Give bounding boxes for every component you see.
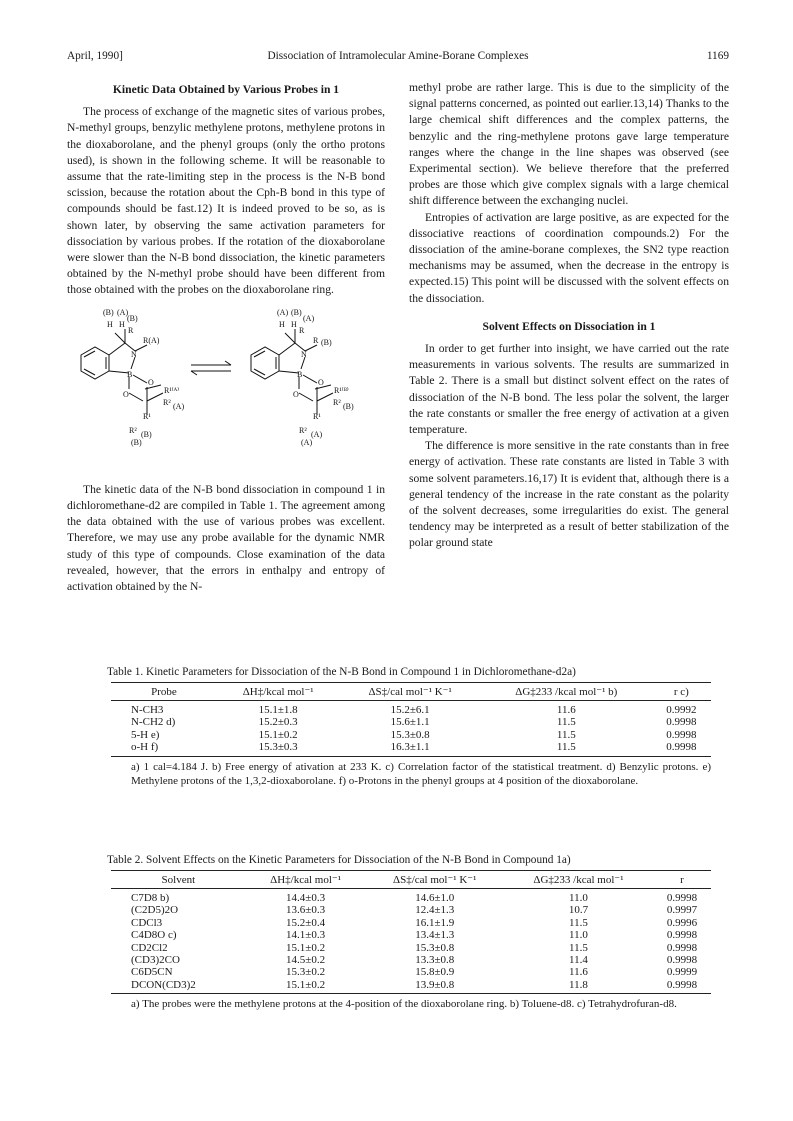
paragraph: The kinetic data of the N-B bond dissociation in compound 1 in dichloromethane-d2 are compiled in Table 1. The agreement among the data obtained with the use of various probes was excellent. Therefore, we may use any probe available for the dynamic NMR study of this type of compounds. Close examination of the data revealed, however, that the errors in enthalpy and entropy of activation obtained by the N- xyxy=(67,482,385,594)
svg-text:R(A): R(A) xyxy=(143,335,160,345)
cell: 15.6±1.1 xyxy=(390,716,430,729)
left-labels xyxy=(103,308,184,447)
cell: C6D5CN xyxy=(131,966,173,979)
right-labels xyxy=(277,308,354,447)
svg-text:(B): (B) xyxy=(141,429,152,439)
cell: 11.5 xyxy=(481,741,652,756)
cell: 14.1±0.3 xyxy=(286,929,326,942)
svg-text:B: B xyxy=(297,369,303,379)
svg-text:R¹: R¹ xyxy=(143,411,151,421)
svg-text:(A): (A) xyxy=(173,401,185,411)
table-1 xyxy=(107,666,711,788)
table-1-footnote: a) 1 cal=4.184 J. b) Free energy of ativation at 233 K. c) Correlation factor of the statistical treatment. d) Benzylic protons. e) Methylene protons of the 1,3,2-dioxaborolane. f) o-Protons in the phenyl groups at 4 position of the dioxaborolane. xyxy=(131,760,711,787)
table-row xyxy=(111,979,711,994)
page-number: 1169 xyxy=(706,50,729,62)
header-date: April, 1990] xyxy=(67,50,123,62)
svg-text:R¹⁽ᴬ⁾: R¹⁽ᴬ⁾ xyxy=(164,385,180,395)
cell: 16.3±1.1 xyxy=(339,741,481,756)
cell: 11.5 xyxy=(569,916,588,929)
paragraph: The process of exchange of the magnetic sites of various probes, N-methyl groups, benzylic methylene protons, methylene protons in the dioxaborolane, and the phenyl groups (only the ortho protons used), is shown in the following scheme. It will be reasonable to assume that the rate-limiting step in the process is the N-B bond scission, because the rotation about the Cph-B bond in this type of compounds should be fast.12) It is indeed proved to be so, as is shown later, by observing the same activation parameters for dissociation by various probes. If the rotation of the dioxaborolane were slower than the N-B bond dissociation, the kinetic parameters obtained by the N-methyl probe should have been different from those obtained with the probes on the dioxaborolane ring. xyxy=(67,105,385,297)
cell: 0.9998 xyxy=(666,954,698,967)
svg-text:(A): (A) xyxy=(303,313,315,323)
col-header: ΔG‡233 /kcal mol⁻¹ b) xyxy=(481,683,652,701)
table-row xyxy=(111,716,711,728)
svg-text:(A): (A) xyxy=(277,307,289,317)
table-row xyxy=(111,942,711,954)
table-row xyxy=(111,701,711,717)
table-header-row xyxy=(111,871,711,889)
cell: 11.6 xyxy=(556,704,576,716)
svg-text:(B): (B) xyxy=(131,437,142,447)
cell: 0.9999 xyxy=(666,966,698,979)
cell: CD2Cl2 xyxy=(131,941,168,954)
svg-text:R²: R² xyxy=(163,397,171,407)
running-header xyxy=(67,50,729,68)
svg-text:R: R xyxy=(313,335,319,345)
cell: CDCl3 xyxy=(131,916,163,929)
cell: 13.9±0.8 xyxy=(365,979,504,994)
cell: (CD3)2CO xyxy=(131,954,180,967)
col-header: Solvent xyxy=(111,871,246,889)
svg-text:(A): (A) xyxy=(301,437,313,447)
svg-text:(A): (A) xyxy=(117,307,129,317)
cell: 11.6 xyxy=(569,966,588,979)
cell: 15.1±0.2 xyxy=(246,979,366,994)
cell: 10.7 xyxy=(568,904,589,917)
cell: 15.2±6.1 xyxy=(390,704,430,716)
table-header-row xyxy=(111,683,711,701)
equilibrium-arrows xyxy=(191,361,231,375)
cell: 0.9992 xyxy=(666,704,697,716)
cell: 15.3±0.2 xyxy=(286,966,326,979)
svg-text:(B): (B) xyxy=(343,401,354,411)
svg-text:R²: R² xyxy=(333,397,341,407)
cell: 5-H e) xyxy=(131,728,160,741)
table-1-caption: Table 1. Kinetic Parameters for Dissociation of the N-B Bond in Compound 1 in Dichloromethane-d2a) xyxy=(107,666,576,678)
cell: 0.9998 xyxy=(653,979,711,994)
cell: 16.1±1.9 xyxy=(415,916,455,929)
col-header: ΔS‡/cal mol⁻¹ K⁻¹ xyxy=(339,683,481,701)
table-row xyxy=(111,966,711,978)
table-row xyxy=(111,954,711,966)
svg-text:O: O xyxy=(293,389,299,399)
svg-text:O: O xyxy=(123,389,129,399)
table-row xyxy=(111,929,711,941)
table-row xyxy=(111,729,711,741)
cell: o-H f) xyxy=(111,741,217,756)
section-title-kinetic: Kinetic Data Obtained by Various Probes in 1 xyxy=(112,83,340,96)
cell: 11.5 xyxy=(569,941,588,954)
svg-text:H: H xyxy=(291,319,297,329)
svg-text:R¹: R¹ xyxy=(313,411,321,421)
right-column xyxy=(409,80,729,552)
svg-text:(B): (B) xyxy=(291,307,302,317)
cell: 0.9998 xyxy=(666,941,698,954)
col-header: ΔH‡/kcal mol⁻¹ xyxy=(246,871,366,889)
cell: N-CH2 d) xyxy=(131,716,176,729)
svg-text:(B): (B) xyxy=(321,337,332,347)
svg-text:(B): (B) xyxy=(127,313,138,323)
table-row xyxy=(111,889,711,905)
cell: 0.9998 xyxy=(666,892,698,904)
table-2 xyxy=(107,854,711,1011)
cell: 11.5 xyxy=(556,728,576,741)
svg-text:N: N xyxy=(301,349,307,359)
cell: C4D8O c) xyxy=(131,929,177,942)
left-column xyxy=(67,82,385,595)
svg-text:H: H xyxy=(279,319,285,329)
col-header: r xyxy=(653,871,711,889)
table-2-caption: Table 2. Solvent Effects on the Kinetic Parameters for Dissociation of the N-B Bond in Compound 1a) xyxy=(107,854,571,866)
svg-text:N: N xyxy=(131,349,137,359)
cell: N-CH3 xyxy=(131,704,164,716)
table-row xyxy=(111,917,711,929)
cell: 14.5±0.2 xyxy=(286,954,326,967)
cell: 13.6±0.3 xyxy=(286,904,326,917)
cell: 12.4±1.3 xyxy=(415,904,455,917)
table-row xyxy=(111,904,711,916)
paragraph: In order to get further into insight, we have carried out the rate measurements in various solvents. The results are summarized in Table 2. There is a small but distinct solvent effect on the rates of dissociation of the N-B bond. The less polar the solvent, the larger the rate constants or smaller the free energy of activation at a given temperature. xyxy=(409,342,729,437)
table-2-grid xyxy=(111,870,711,994)
cell: 14.6±1.0 xyxy=(415,892,455,904)
cell: 0.9998 xyxy=(666,929,698,942)
header-title: Dissociation of Intramolecular Amine-Borane Complexes xyxy=(267,50,529,62)
svg-text:O: O xyxy=(148,377,154,387)
cell: (C2D5)2O xyxy=(131,904,179,917)
col-header: r c) xyxy=(652,683,711,701)
cell: DCON(CD3)2 xyxy=(111,979,246,994)
cell: 11.5 xyxy=(556,716,576,729)
paragraph: Entropies of activation are large positive, as are expected for the dissociative reactions of coordination compounds.2) For the dissociation of the amine-borane complexes, the SN2 type reaction mechanisms may be assumed, when the decrease in the entropy is expected.15) This point will be discussed with the solvent effects on the dissociation. xyxy=(409,210,729,305)
cell: 0.9998 xyxy=(666,728,697,741)
cell: 15.3±0.3 xyxy=(217,741,339,756)
table-1-grid xyxy=(111,682,711,757)
svg-text:R²: R² xyxy=(129,425,137,435)
cell: 0.9997 xyxy=(666,904,698,917)
svg-text:H: H xyxy=(107,319,113,329)
paragraph: methyl probe are rather large. This is due to the simplicity of the signal patterns concerned, as pointed out earlier.13,14) Thanks to the large chemical shift differences and the complex patterns, the benzylic and the ring-methylene protons gave large temperature ranges where the change in the line shapes was observed (see Experimental section). We believe therefore that the preferred probes are those which give complex signals with a large chemical shift difference between the exchanging nuclei. xyxy=(409,81,729,208)
cell: 15.1±1.8 xyxy=(258,704,298,716)
col-header: Probe xyxy=(111,683,217,701)
cell: 11.0 xyxy=(569,892,588,904)
svg-text:R²: R² xyxy=(299,425,307,435)
cell: C7D8 b) xyxy=(131,892,170,904)
cell: 15.1±0.2 xyxy=(258,728,298,741)
cell: 15.3±0.8 xyxy=(390,728,430,741)
col-header: ΔH‡/kcal mol⁻¹ xyxy=(217,683,339,701)
table-2-footnote: a) The probes were the methylene protons at the 4-position of the dioxaborolane ring. b) Toluene-d8. c) Tetrahydrofuran-d8. xyxy=(131,998,677,1011)
cell: 0.9996 xyxy=(666,916,698,929)
svg-text:(B): (B) xyxy=(103,307,114,317)
cell: 0.9998 xyxy=(652,741,711,756)
svg-text:R¹⁽ᴮ⁾: R¹⁽ᴮ⁾ xyxy=(334,385,349,395)
table-row xyxy=(111,741,711,756)
exchange-scheme xyxy=(67,305,385,467)
paragraph: The difference is more sensitive in the rate constants than in free energy of activation. These rate constants are listed in Table 3 with some solvent parameters.16,17) It is evident that, although there is a general tendency of the increase in the rate constant as the polarity of the solvent decreases, some irregularities do exist. The general tendency may be interpreted as a result of better stabilization of the polar ground state xyxy=(409,439,729,550)
cell: 15.2±0.4 xyxy=(286,916,326,929)
cell: 15.3±0.8 xyxy=(415,941,455,954)
cell: 13.4±1.3 xyxy=(415,929,455,942)
col-header: ΔG‡233 /kcal mol⁻¹ xyxy=(504,871,653,889)
section-title-solvent: Solvent Effects on Dissociation in 1 xyxy=(482,319,656,333)
svg-text:O: O xyxy=(318,377,324,387)
svg-text:B: B xyxy=(127,369,133,379)
svg-text:R: R xyxy=(128,325,134,335)
cell: 13.3±0.8 xyxy=(415,954,455,967)
svg-text:(A): (A) xyxy=(311,429,323,439)
svg-text:R: R xyxy=(299,325,305,335)
col-header: ΔS‡/cal mol⁻¹ K⁻¹ xyxy=(365,871,504,889)
cell: 15.1±0.2 xyxy=(286,941,326,954)
cell: 15.8±0.9 xyxy=(415,966,455,979)
cell: 14.4±0.3 xyxy=(286,892,326,904)
cell: 11.0 xyxy=(569,929,588,942)
cell: 11.8 xyxy=(504,979,653,994)
cell: 0.9998 xyxy=(666,716,697,729)
svg-text:H: H xyxy=(119,319,125,329)
cell: 11.4 xyxy=(569,954,588,967)
cell: 15.2±0.3 xyxy=(258,716,298,729)
